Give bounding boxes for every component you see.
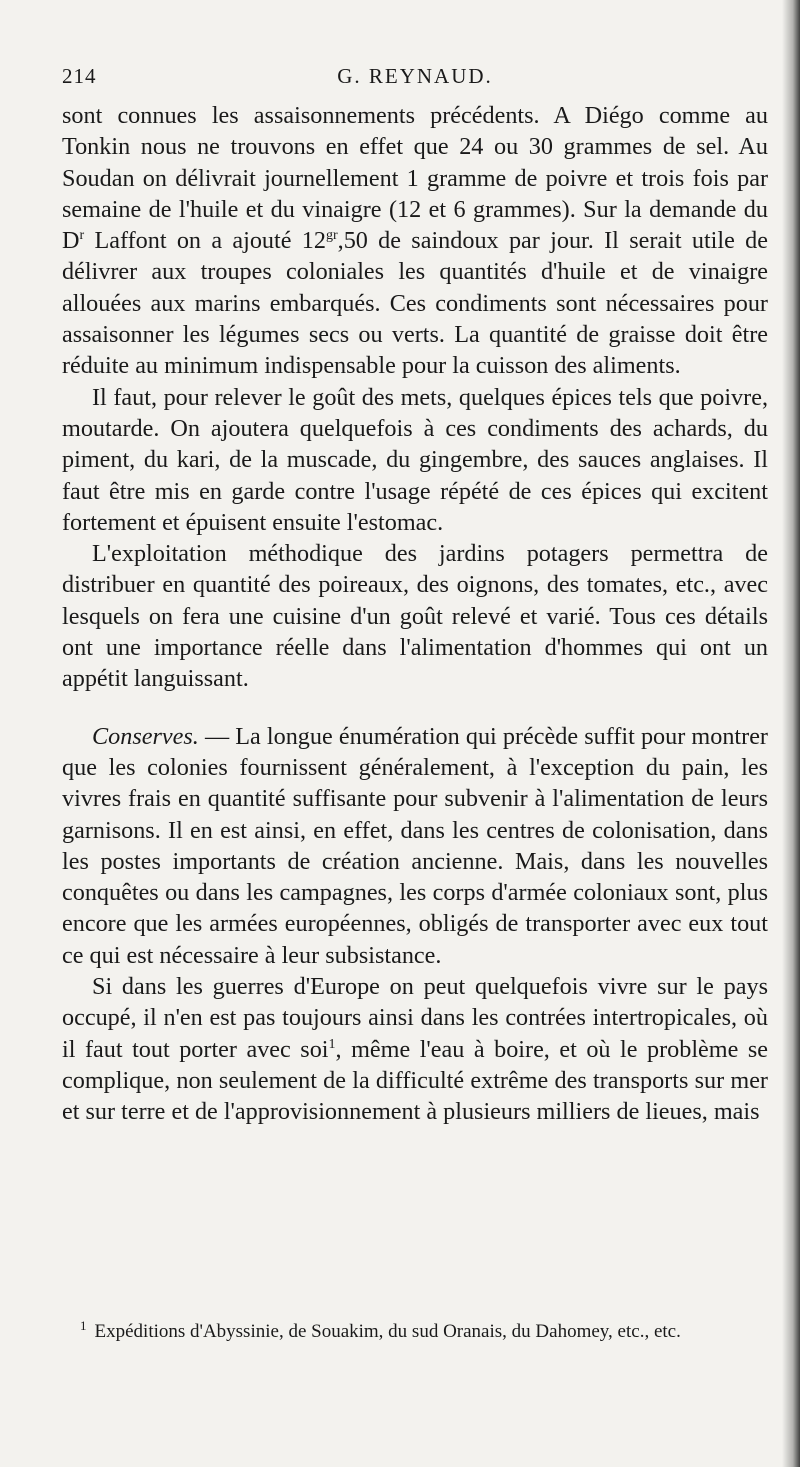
running-header: [62, 64, 768, 92]
paragraph-conserves: Conserves. — La longue énumération qui précède suffit pour montrer que les colonies fournissent généralement, à l'exception du pain, les vivres frais en quantité suffisante pour subvenir à l'alimentation de leurs garnisons. Il en est ainsi, en effet, dans les centres de colonisation, dans les postes importants de création ancienne. Mais, dans les nouvelles conquêtes ou dans les campagnes, les corps d'armée coloniaux sont, plus encore que les armées européennes, obligés de transporter avec eux tout ce qui est nécessaire à leur subsistance.: [62, 722, 768, 969]
footnote-mark: 1: [80, 1317, 87, 1333]
body-text: [62, 100, 768, 1128]
page-edge-shadow: [782, 0, 800, 1467]
paragraph-wars: Si dans les guerres d'Europe on peut quelquefois vivre sur le pays occupé, il n'en est pas toujours ainsi dans les contrées intertropicales, où il faut tout porter avec soi$^1$, même l'eau à boire, et où le problème se complique, non seulement de la difficulté extrême des transports sur mer et sur terre et de l'approvisionnement à plusieurs milliers de lieues, mais: [62, 973, 769, 1126]
paragraph-gardens: L'exploitation méthodique des jardins potagers permettra de distribuer en quantité des poireaux, des oignons, des tomates, etc., avec lesquels on fera une cuisine d'un goût relevé et varié. Tous ces détails ont une importance réelle dans l'alimentation d'hommes qui ont un appétit languissant.: [62, 540, 768, 693]
superscript: r: [79, 228, 85, 244]
footnote-text: Expéditions d'Abyssinie, de Souakim, du sud Oranais, du Dahomey, etc., etc.: [94, 1321, 681, 1342]
running-title: G. REYNAUD.: [337, 64, 493, 88]
page-number: 214: [62, 64, 97, 88]
footnote: [80, 1317, 770, 1344]
section-title: Conserves.: [92, 722, 199, 750]
paragraph-seasonings: sont connues les assaisonnements précédents. A Diégo comme au Tonkin nous ne trouvons en effet que 24 ou 30 grammes de sel. Au Soudan on délivrait journellement 1 gramme de poivre et trois fois par semaine de l'huile et du vinaigre (12 et 6 grammes). Sur la demande du $D^r$ Laffont on a ajouté $12^{gr},50$ de saindoux par jour. Il serait utile de délivrer aux troupes coloniales les quantités d'huile et de vinaigre allouées aux marins embarqués. Ces condiments sont nécessaires pour assaisonner les légumes secs ou verts. La quantité de graisse doit être réduite au minimum indispensable pour la cuisson des aliments.: [62, 102, 768, 380]
paragraph-spices: Il faut, pour relever le goût des mets, quelques épices tels que poivre, moutarde. On ajoutera quelquefois à ces condiments des achards, du piment, du kari, de la muscade, du gingembre, des sauces anglaises. Il faut être mis en garde contre l'usage répété de ces épices qui excitent fortement et épuisent ensuite l'estomac.: [62, 383, 768, 536]
footnote-reference: 1: [328, 1036, 336, 1052]
superscript: gr: [325, 228, 338, 244]
